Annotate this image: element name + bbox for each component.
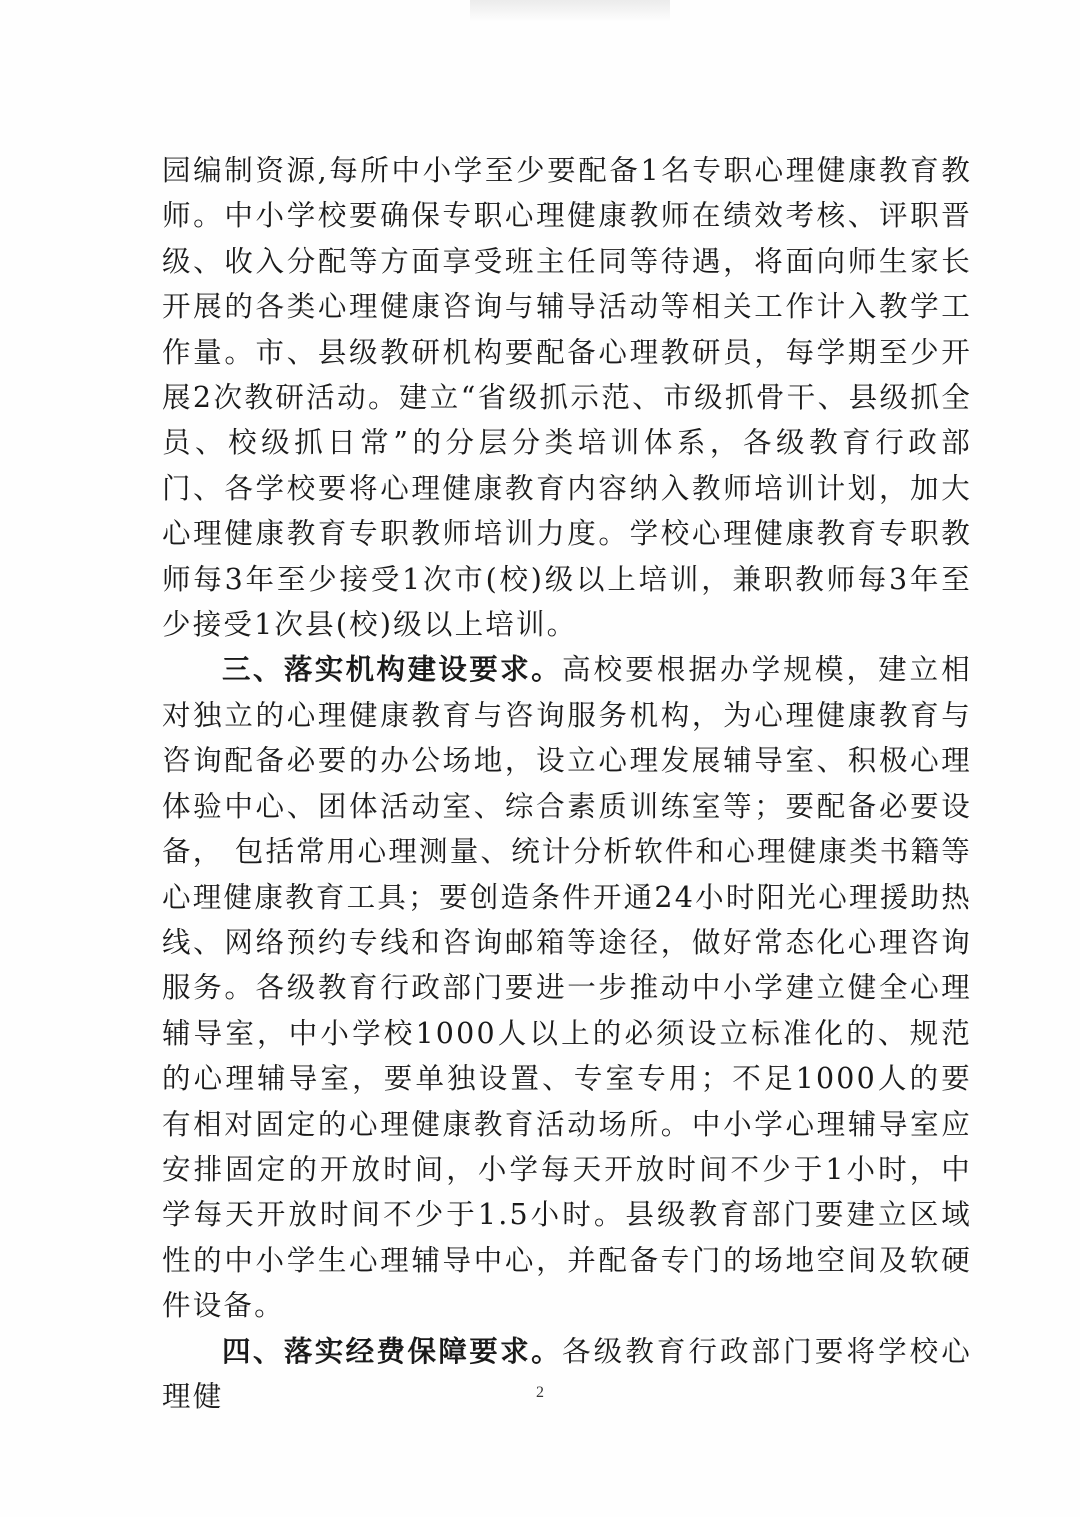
paragraph-section-four [162,1329,972,1420]
paragraph-continuation [162,148,972,647]
section-heading: 四、落实经费保障要求。 [222,1334,562,1368]
section-heading: 三、落实机构建设要求。 [222,653,562,687]
page-number: 2 [536,1384,544,1401]
scan-artifact [470,0,670,22]
paragraph-text: 园编制资源,每所中小学至少要配备1名专职心理健康教育教师。中小学校要确保专职心理健康教师在绩效考核、评职晋级、收入分配等方面享受班主任同等待遇，将面向师生家长开展的各类心理健康咨询与辅导活动等相关工作计入教学工作量。市、县级教研机构要配备心理教研员，每学期至少开展2次教研活动。建立“省级抓示范、市级抓骨干、县级抓全员、校级抓日常”的分层分类培训体系，各级教育行政部门、各学校要将心理健康教育内容纳入教师培训计划，加大心理健康教育专职教师培训力度。学校心理健康教育专职教师每3年至少接受1次市(校)级以上培训，兼职教师每3年至少接受1次县(校)级以上培训。 [162,154,972,642]
paragraph-text: 各级教育行政部门要将学校心理健 [162,1334,972,1413]
paragraph-text: 高校要根据办学规模，建立相对独立的心理健康教育与咨询服务机构，为心理健康教育与咨询配备必要的办公场地，设立心理发展辅导室、积极心理体验中心、团体活动室、综合素质训练室等；要配备必要设备， 包括常用心理测量、统计分析软件和心理健康类书籍等心理健康教育工具；要创造条件开通24小时阳光心理援助热线、网络预约专线和咨询邮箱等途径，做好常态化心理咨询服务。各级教育行政部门要进一步推动中小学建立健全心理辅导室，中小学校1000人以上的必须设立标准化的、规范的心理辅导室，要单独设置、专室专用；不足1000人的要有相对固定的心理健康教育活动场所。中小学心理辅导室应安排固定的开放时间，小学每天开放时间不少于1小时，中学每天开放时间不少于1.5小时。县级教育部门要建立区域性的中小学生心理辅导中心，并配备专门的场地空间及软硬件设备。 [162,653,972,1323]
body-text [162,148,972,1419]
paragraph-section-three [162,647,972,1328]
